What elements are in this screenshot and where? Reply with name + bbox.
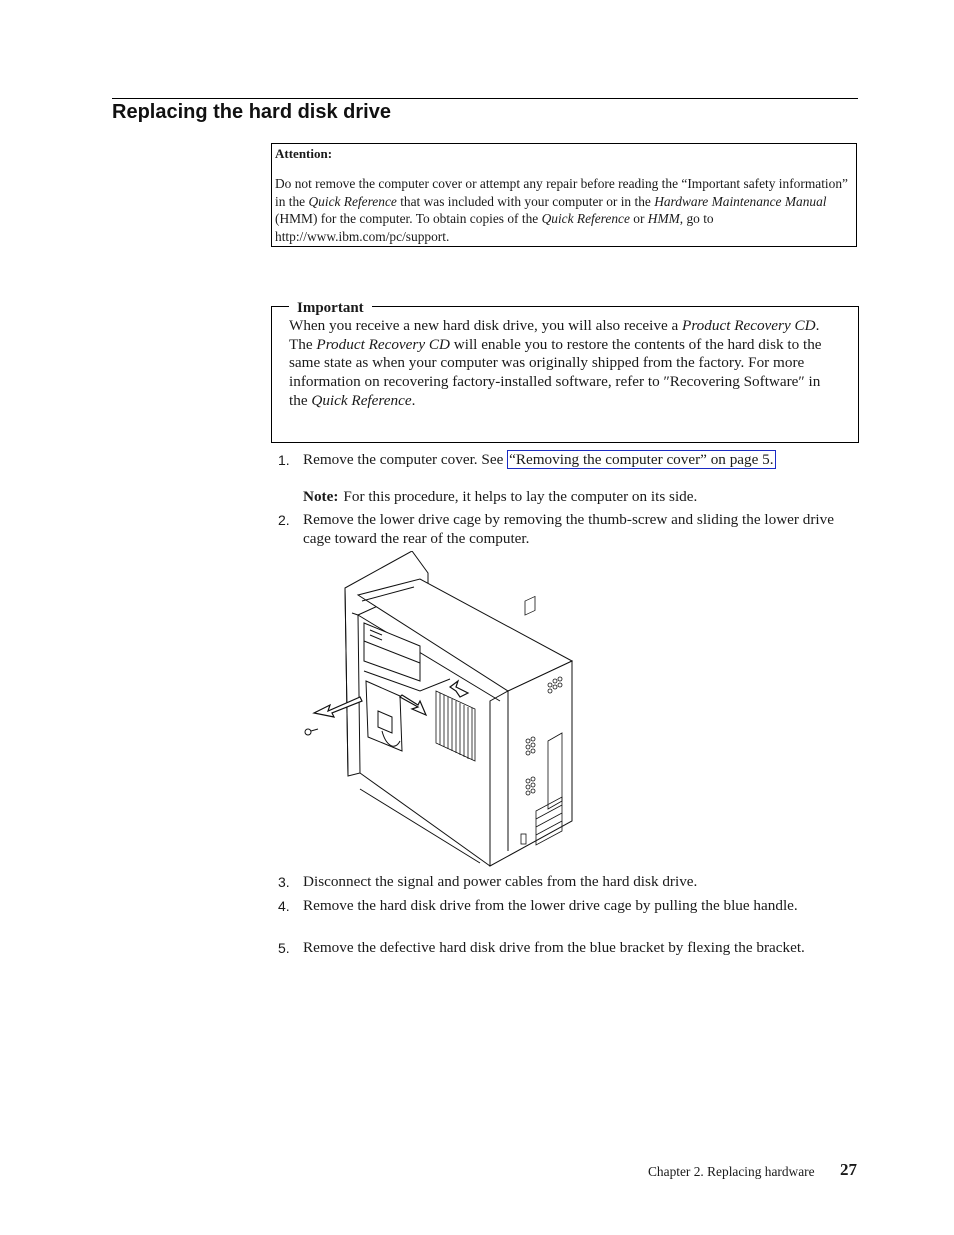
computer-drive-cage-illustration (300, 551, 580, 874)
note (303, 488, 697, 506)
important-text: When you receive a new hard disk drive, you will also receive a Product Recovery CD. The Product Recovery CD will enable you to restore the contents of the hard disk to the same state as when your computer was originally shipped from the factory. For more information on recovering factory-installed software, refer to ″Recovering Software″ in the Quick Reference. (289, 317, 822, 409)
step-text: Remove the defective hard disk drive from the blue bracket by flexing the bracket. (303, 939, 805, 956)
section-title: Replacing the hard disk drive (112, 101, 391, 123)
step-number: 3. (278, 874, 290, 890)
important-box (271, 300, 859, 443)
step-number: 4. (278, 898, 290, 914)
step-text: Remove the hard disk drive from the lower drive cage by pulling the blue handle. (303, 897, 798, 914)
page-number: 27 (840, 1160, 857, 1179)
step-text: Remove the lower drive cage by removing the thumb-screw and sliding the lower drive cage toward the rear of the computer. (303, 511, 834, 547)
attention-text: Do not remove the computer cover or attempt any repair before reading the “Important safety information” in the Quick Reference that was included with your computer or in the Hardware Maintenance Manual (HMM) for the computer. To obtain copies of the Quick Reference or HMM, go to http://www.ibm.com/pc/support. (275, 176, 848, 244)
header-rule (112, 98, 858, 99)
important-heading: Important (289, 299, 372, 317)
step-number: 1. (278, 452, 290, 468)
attention-box (271, 143, 857, 247)
step-text: Disconnect the signal and power cables from the hard disk drive. (303, 873, 698, 890)
removing-cover-link[interactable]: “Removing the computer cover” on page 5. (509, 451, 774, 468)
note-label: Note: (303, 488, 339, 505)
step-number: 5. (278, 940, 290, 956)
attention-heading: Attention: (275, 146, 333, 161)
note-text: For this procedure, it helps to lay the computer on its side. (343, 488, 698, 505)
footer-chapter: Chapter 2. Replacing hardware (648, 1164, 815, 1179)
step-text: Remove the computer cover. See “Removing the computer cover” on page 5. (303, 451, 774, 468)
step-number: 2. (278, 512, 290, 528)
